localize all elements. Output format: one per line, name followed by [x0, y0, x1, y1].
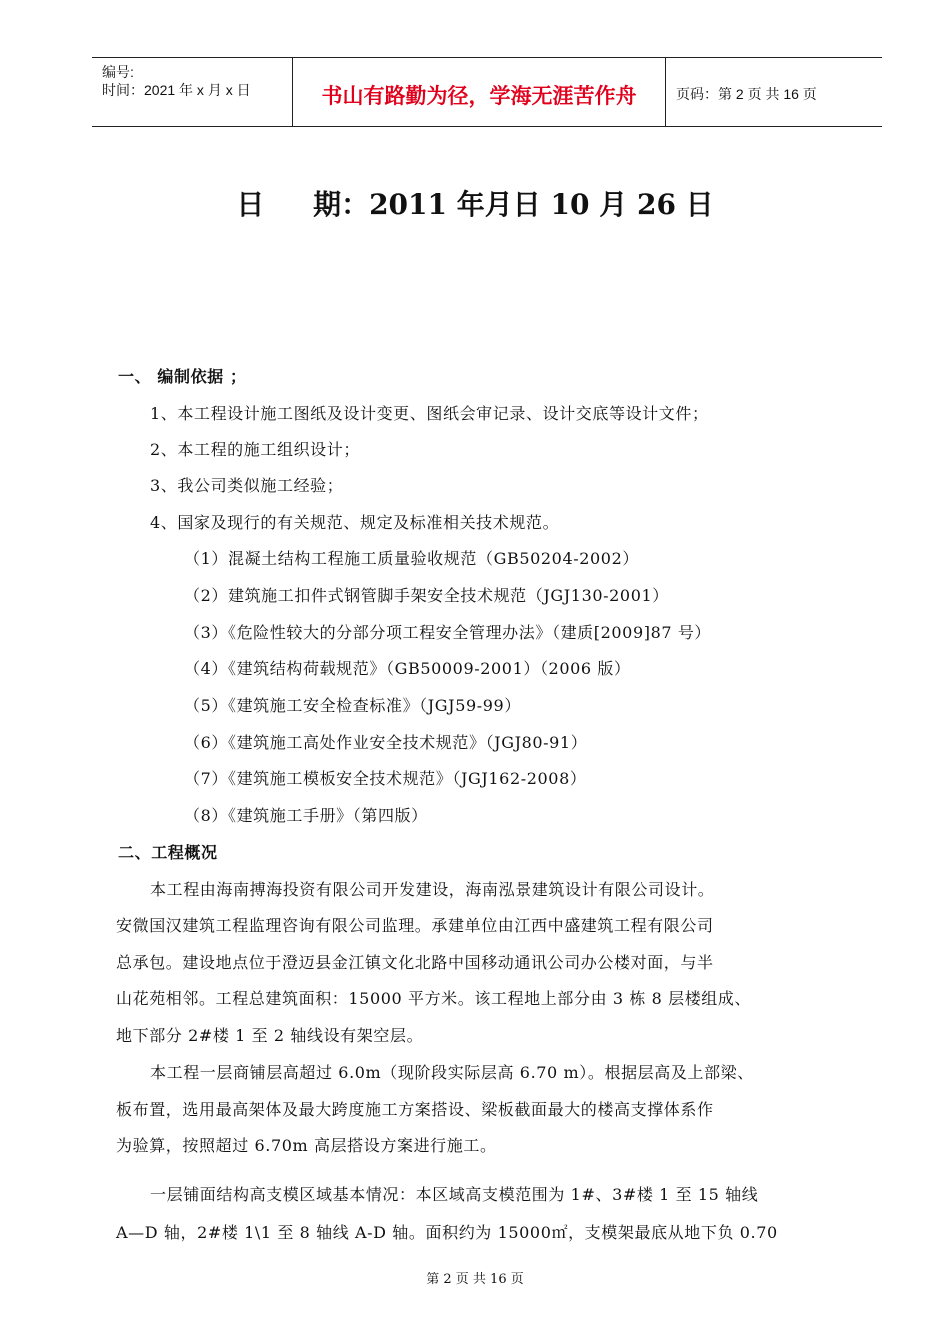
basis-item: 2、本工程的施工组织设计； [150, 440, 360, 459]
overview-paragraph-line: 本工程由海南搏海投资有限公司开发建设，海南泓景建筑设计有限公司设计。 [150, 880, 715, 899]
overview-paragraph-line: 安微国汉建筑工程监理咨询有限公司监理。承建单位由江西中盛建筑工程有限公司 [116, 916, 714, 935]
standard-item: （6）《建筑施工高处作业安全技术规范》（JGJ80-91） [184, 733, 588, 752]
overview-paragraph-line: 板布置，选用最高架体及最大跨度施工方案搭设、梁板截面最大的楼高支撑体系作 [116, 1100, 714, 1119]
basis-item: 3、我公司类似施工经验； [150, 476, 344, 495]
standard-item: （4）《建筑结构荷载规范》（GB50009-2001）（2006 版） [184, 659, 631, 678]
page-header [92, 57, 882, 127]
section-heading-basis: 一、 编制依据 ； [118, 367, 247, 386]
standard-item: （5）《建筑施工安全检查标准》（JGJ59-99） [184, 696, 521, 715]
time-label: 时间：2021 年 x 月 x 日 [102, 82, 251, 98]
basis-item: 4、国家及现行的有关规范、规定及标准相关技术规范。 [150, 513, 560, 532]
section-heading-overview: 二、工程概况 [118, 843, 218, 862]
overview-paragraph-line: 本工程一层商铺层高超过 6.0m（现阶段实际层高 6.70 m）。根据层高及上部梁、 [150, 1063, 754, 1082]
overview-paragraph-line: 地下部分 2#楼 1 至 2 轴线设有架空层。 [116, 1026, 424, 1045]
standard-item: （7）《建筑施工模板安全技术规范》（JGJ162-2008） [184, 769, 587, 788]
header-page-cell [666, 58, 882, 126]
date-title: 日 期：2011 年月日 10 月 26 日 [236, 188, 714, 221]
overview-paragraph-line: A—D 轴，2#楼 1\1 至 8 轴线 A-D 轴。面积约为 15000㎡，支模架最底从地下负 0.70 [116, 1223, 778, 1242]
standard-item: （3）《危险性较大的分部分项工程安全管理办法》（建质[2009]87 号） [184, 623, 712, 642]
standard-item: （2）建筑施工扣件式钢管脚手架安全技术规范（JGJ130-2001） [184, 586, 669, 605]
basis-item: 1、本工程设计施工图纸及设计变更、图纸会审记录、设计交底等设计文件； [150, 404, 709, 423]
overview-paragraph-line: 总承包。建设地点位于澄迈县金江镇文化北路中国移动通讯公司办公楼对面，与半 [116, 953, 714, 972]
overview-paragraph-line: 为验算，按照超过 6.70m 高层搭设方案进行施工。 [116, 1136, 497, 1155]
motto-text: 书山有路勤为径，学海无涯苦作舟 [321, 84, 637, 108]
standard-item: （1）混凝土结构工程施工质量验收规范（GB50204-2002） [184, 549, 639, 568]
overview-paragraph-line: 一层铺面结构高支模区域基本情况：本区域高支模范围为 1#、3#楼 1 至 15 轴线 [150, 1185, 759, 1204]
header-motto-cell [293, 58, 666, 126]
number-label: 编号: [102, 64, 134, 80]
overview-paragraph-line: 山花苑相邻。工程总建筑面积：15000 平方米。该工程地上部分由 3 栋 8 层楼组成、 [116, 989, 752, 1008]
page-footer: 第 2 页 共 16 页 [426, 1272, 524, 1287]
page-info: 页码：第 2 页 共 16 页 [676, 86, 817, 102]
standard-item: （8）《建筑施工手册》（第四版） [184, 806, 428, 825]
header-info-cell [92, 58, 293, 126]
